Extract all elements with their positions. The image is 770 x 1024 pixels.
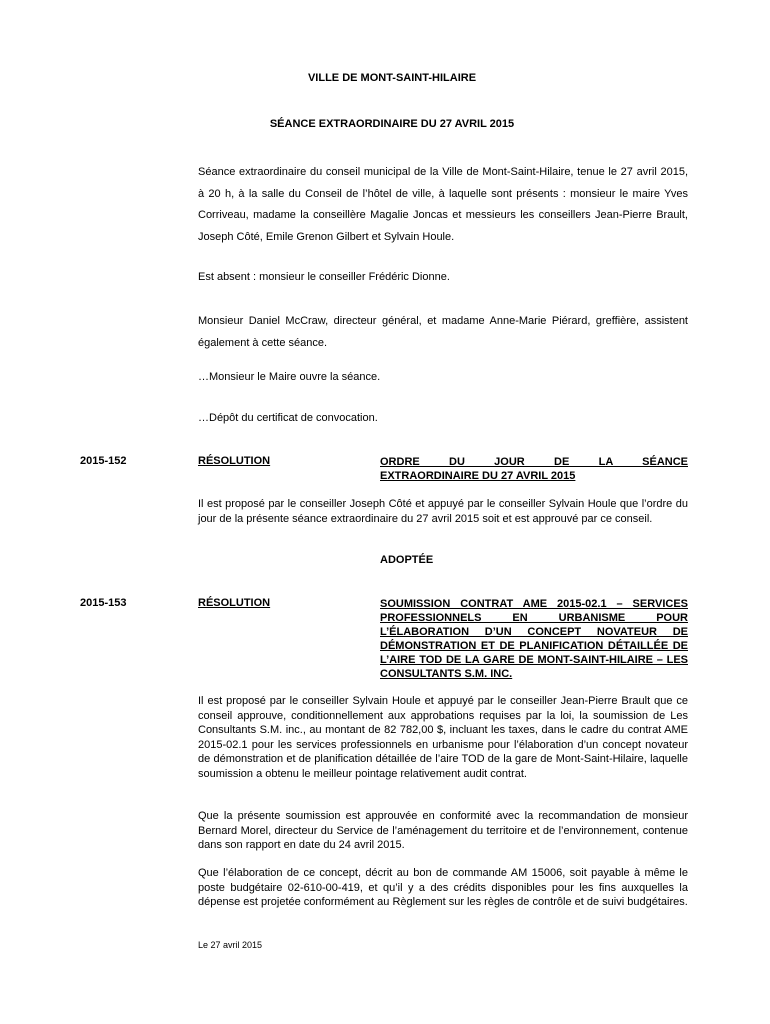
resolution-title-line2: EXTRAORDINAIRE DU 27 AVRIL 2015 (380, 470, 576, 482)
resolution-body: Que l’élaboration de ce concept, décrit au bon de commande AM 15006, soit payable à même le poste budgétaire 02-610-00-419, et qu’il y a des crédits disponibles pour les fins auxquelles la dépense est projetée conformément au Règlement sur les règles de contrôle et de suivi budgétaires. (198, 867, 688, 908)
resolution-number: 2015-153 (80, 597, 127, 609)
convocation-line: …Dépôt du certificat de convocation. (198, 412, 378, 424)
resolution-body: Il est proposé par le conseiller Sylvain Houle et appuyé par le conseiller Jean-Pierre Brault que ce conseil approuve, conditionnellement aux approbations requises par la loi, la soumission de Les Consultants S.M. inc., au montant de 82 782,00 $, incluant les taxes, dans le cadre du contrat AME 2015-02.1 pour les services professionnels en urbanisme pour l’élaboration d’un concept novateur de démonstration et de planification détaillée de l’aire TOD de la gare de Mont-Saint-Hilaire, laquelle soumission a obtenu le meilleur pointage relativement audit contrat. (198, 695, 688, 780)
resolution-label: RÉSOLUTION (198, 455, 271, 467)
session-heading: SÉANCE EXTRAORDINAIRE DU 27 AVRIL 2015 (269, 118, 515, 130)
attendance-paragraph: Monsieur Daniel McCraw, directeur général, et madame Anne-Marie Piérard, greffière, assistent également à cette séance. (198, 315, 688, 349)
resolution-label: RÉSOLUTION (198, 597, 271, 609)
footer-date: Le 27 avril 2015 (198, 940, 263, 950)
city-heading: VILLE DE MONT-SAINT-HILAIRE (307, 72, 477, 84)
resolution-title-line1: ORDRE DU JOUR DE LA SÉANCE (380, 456, 688, 468)
absent-statement: Est absent : monsieur le conseiller Frédéric Dionne. (198, 271, 450, 283)
resolution-body: Il est proposé par le conseiller Joseph Côté et appuyé par le conseiller Sylvain Houle que l’ordre du jour de la présente séance extraordinaire du 27 avril 2015 soit et est approuvé par ce conseil. (198, 498, 688, 525)
resolution-body: Que la présente soumission est approuvée en conformité avec la recommandation de monsieur Bernard Morel, directeur du Service de l’aménagement du territoire et de l’environnement, contenue dans son rapport en date du 24 avril 2015. (198, 810, 688, 851)
resolution-title: SOUMISSION CONTRAT AME 2015-02.1 – SERVICES PROFESSIONNELS EN URBANISME POUR L’ÉLABORATION D’UN CONCEPT NOVATEUR DE DÉMONSTRATION ET DE PLANIFICATION DÉTAILLÉE DE L’AIRE TOD DE LA GARE DE MONT-SAINT-HILAIRE – LES CONSULTANTS S.M. INC. (380, 598, 688, 680)
adopted-status: ADOPTÉE (380, 554, 434, 566)
intro-paragraph: Séance extraordinaire du conseil municipal de la Ville de Mont-Saint-Hilaire, tenue le 27 avril 2015, à 20 h, à la salle du Conseil de l’hôtel de ville, à laquelle sont présents : monsieur le maire Yves Corriveau, madame la conseillère Magalie Joncas et messieurs les conseillers Jean-Pierre Brault, Joseph Côté, Emile Grenon Gilbert et Sylvain Houle. (198, 166, 688, 243)
resolution-number: 2015-152 (80, 455, 127, 467)
mayor-opens-line: …Monsieur le Maire ouvre la séance. (198, 371, 381, 383)
